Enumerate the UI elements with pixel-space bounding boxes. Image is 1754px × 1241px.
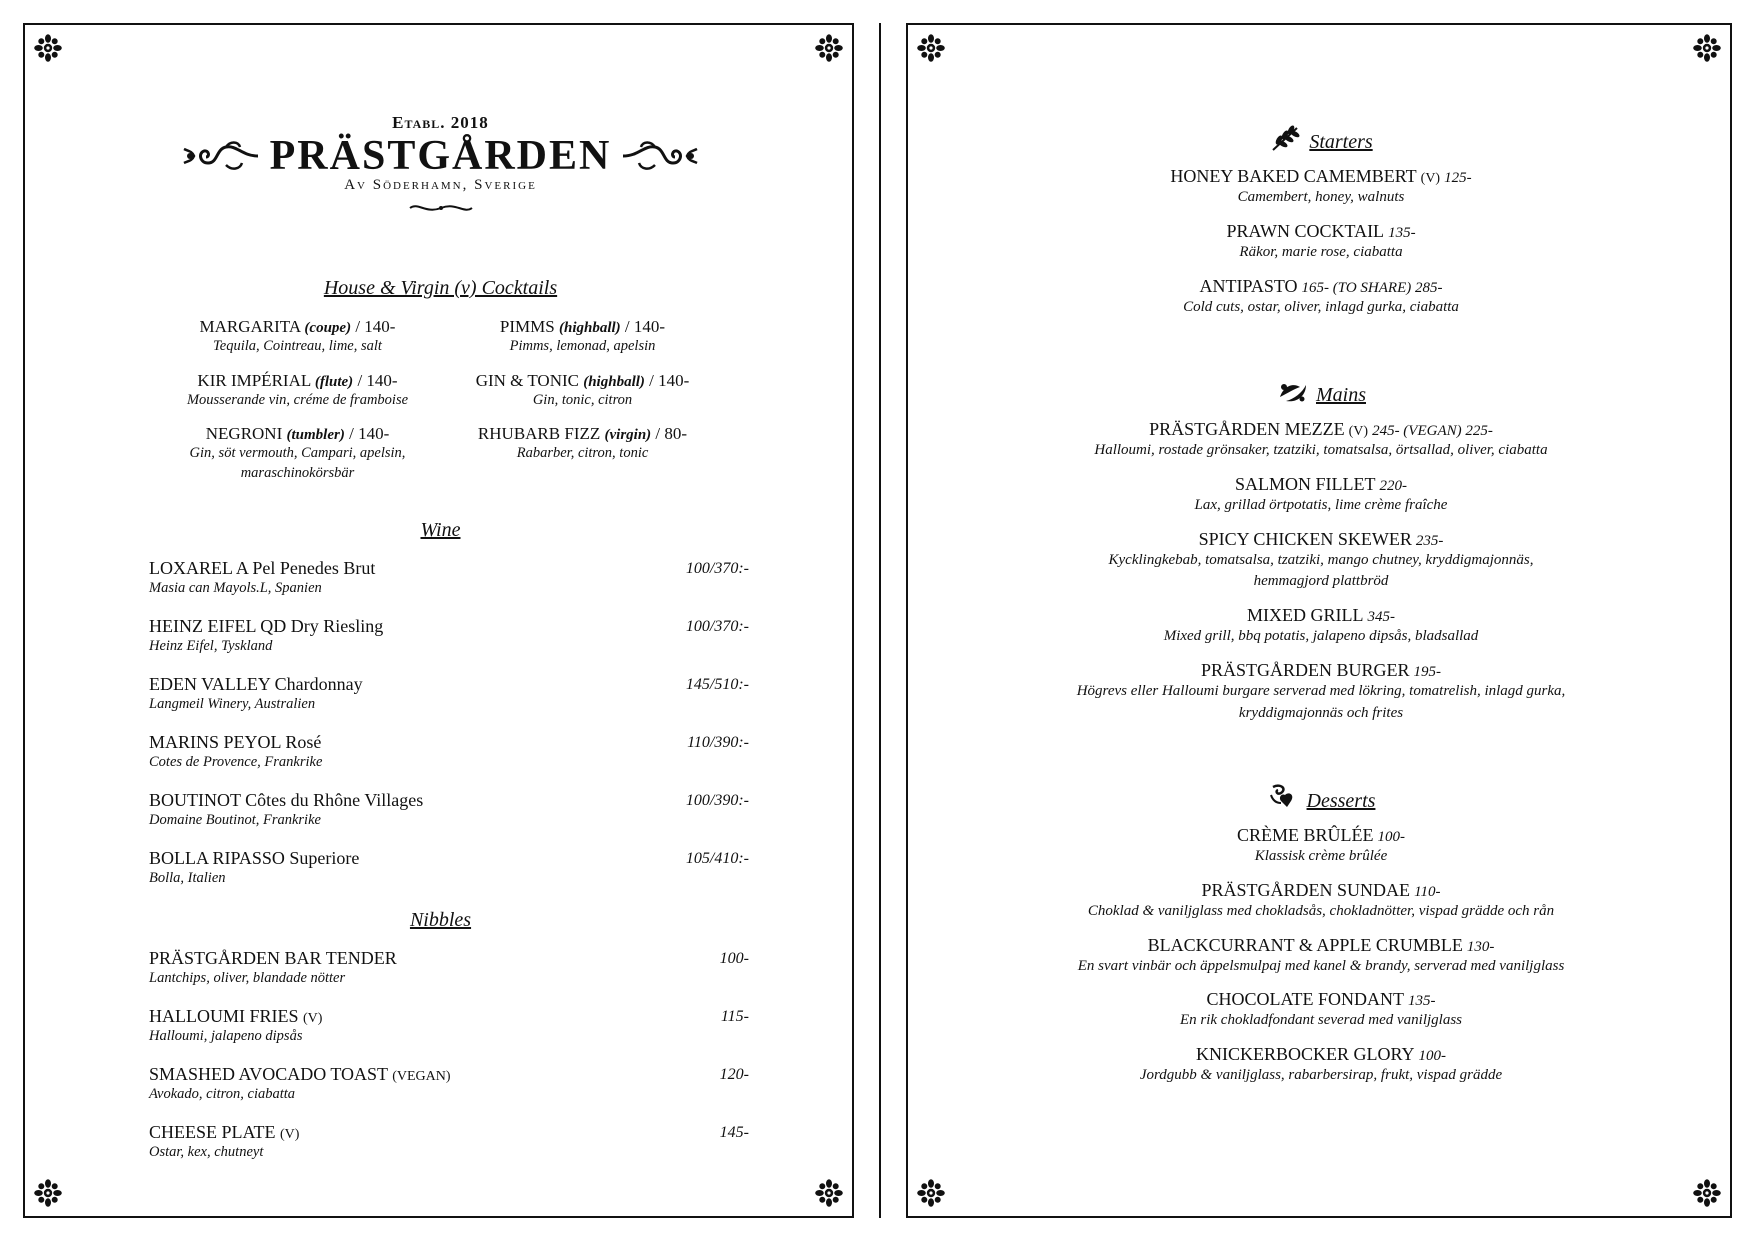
desserts-heading (908, 781, 1734, 813)
wine-item-title (149, 616, 749, 637)
wine-item-name: EDEN VALLEY Chardonnay (149, 674, 363, 694)
cocktail-glass: (highball) (558, 320, 621, 336)
wine-item-price: 110/390:- (687, 734, 749, 751)
wine-item-name: LOXAREL A Pel Penedes Brut (149, 558, 376, 578)
restaurant-location: Av Söderhamn, Sverige (344, 177, 537, 193)
dessert-item-title (908, 880, 1734, 901)
desserts-list (908, 825, 1734, 1087)
starter-item-description: Cold cuts, ostar, oliver, inlagd gurka, ciabatta (1183, 298, 1459, 315)
starter-item-title (908, 221, 1734, 242)
dessert-item-description: En rik chokladfondant severad med vaniljglass (1179, 1012, 1463, 1029)
starter-item-name: PRAWN COCKTAIL (1226, 220, 1385, 241)
dessert-item (908, 1044, 1734, 1087)
dessert-item-title (908, 935, 1734, 956)
nibble-item-title (149, 1122, 749, 1143)
nibble-item-name: HALLOUMI FRIES (149, 1006, 299, 1026)
mains-title: Mains (1316, 384, 1366, 406)
wine-item-description: Masia can Mayols.L, Spanien (149, 580, 322, 596)
established-label: Etabl. 2018 (392, 113, 489, 132)
main-item-title (908, 419, 1734, 440)
nibble-item-name: CHEESE PLATE (149, 1122, 276, 1142)
wine-item (149, 732, 749, 790)
cocktail-description: Gin, tonic, citron (532, 391, 633, 408)
wine-item-description: Cotes de Provence, Frankrike (149, 754, 323, 770)
main-item-title (908, 529, 1734, 550)
food-page (906, 23, 1732, 1218)
scroll-flourish-icon (621, 139, 699, 173)
dessert-item-title (908, 1044, 1734, 1065)
nibble-item (149, 1064, 749, 1122)
wine-item-price: 145/510:- (685, 676, 749, 693)
nibble-item-price: 120- (719, 1066, 749, 1083)
wine-section-title: Wine (420, 519, 461, 541)
cocktail-price: / 140- (624, 317, 666, 336)
dessert-item-name: BLACKCURRANT & APPLE CRUMBLE (1147, 934, 1463, 955)
wine-item-description: Langmeil Winery, Australien (149, 696, 316, 712)
wine-item-name: HEINZ EIFEL QD Dry Riesling (149, 616, 384, 636)
dessert-item-price: 135- (1408, 993, 1436, 1010)
wine-item-description: Domaine Boutinot, Frankrike (149, 812, 321, 828)
cocktail-name: GIN & TONIC (475, 370, 579, 390)
flower-corner-icon (917, 34, 945, 62)
dessert-item-price: 110- (1414, 883, 1441, 900)
cocktail-item (440, 424, 725, 483)
starter-item-price: 125- (1444, 170, 1472, 186)
main-item-description: Halloumi, rostade grönsaker, tzatziki, tomatsalsa, örtsallad, oliver, ciabatta (1094, 442, 1548, 458)
cocktail-description: Gin, söt vermouth, Campari, apelsin, maraschinokörsbär (189, 445, 406, 481)
cocktail-description: Rabarber, citron, tonic (516, 445, 649, 462)
nibble-item-diet-tag: (V) (280, 1127, 300, 1142)
cocktail-price: / 140- (649, 370, 690, 390)
dessert-item-price: 100- (1418, 1048, 1446, 1064)
starter-item-name: HONEY BAKED CAMEMBERT (1170, 166, 1417, 186)
starter-item-description: Camembert, honey, walnuts (1237, 189, 1405, 205)
cocktail-name: KIR IMPÉRIAL (197, 370, 311, 390)
starters-title: Starters (1309, 131, 1373, 153)
cocktail-item (440, 317, 725, 357)
cocktail-name-line (440, 371, 725, 391)
cocktail-glass: (virgin) (604, 427, 652, 444)
main-item-name: MIXED GRILL (1247, 605, 1364, 625)
nibble-item-description: Halloumi, jalapeno dipsås (149, 1028, 303, 1044)
dessert-item-title (908, 825, 1734, 846)
wine-list (149, 558, 749, 906)
cocktail-description: Mousserande vin, créme de framboise (186, 391, 409, 408)
main-item-name: SPICY CHICKEN SKEWER (1198, 528, 1412, 549)
nibble-item-price: 115- (720, 1008, 749, 1025)
nibble-item (149, 948, 749, 1006)
cocktail-item (155, 424, 440, 483)
dessert-item-name: KNICKERBOCKER GLORY (1195, 1044, 1415, 1064)
main-item-name: PRÄSTGÅRDEN BURGER (1200, 659, 1410, 680)
cocktail-glass: (tumbler) (286, 427, 345, 444)
flower-corner-icon (815, 34, 843, 62)
main-item-title (908, 660, 1734, 681)
mains-list (908, 419, 1734, 724)
starter-item (908, 276, 1734, 319)
desserts-section (908, 781, 1734, 1087)
starter-item-title (908, 166, 1734, 187)
wine-item (149, 558, 749, 616)
flower-corner-icon (917, 1179, 945, 1207)
cocktail-description: Pimms, lemonad, apelsin (509, 338, 656, 354)
cocktail-description: Tequila, Cointreau, lime, salt (213, 338, 382, 354)
wine-item (149, 616, 749, 674)
dessert-item-description: En svart vinbär och äppelsmulpaj med kanel & brandy, serverad med vaniljglass (1077, 957, 1565, 974)
wine-item-price: 100/370:- (685, 618, 749, 635)
nibble-item-title (149, 948, 749, 969)
wine-item-title (149, 790, 749, 811)
swash-ornament-icon (406, 200, 476, 216)
nibble-item-price: 100- (719, 950, 749, 967)
main-item (908, 419, 1734, 462)
wine-item-price: 100/390:- (685, 792, 749, 809)
restaurant-header (25, 113, 856, 216)
restaurant-name: PRÄSTGÅRDEN (269, 133, 612, 179)
dessert-item (908, 935, 1734, 978)
wine-item-name: BOUTINOT Côtes du Rhône Villages (149, 790, 424, 810)
wine-item-description: Heinz Eifel, Tyskland (149, 638, 273, 654)
main-item (908, 660, 1734, 725)
cocktail-item (155, 317, 440, 357)
cocktail-glass: (coupe) (304, 320, 352, 336)
main-item-description: Lax, grillad örtpotatis, lime crème fraîche (1194, 496, 1448, 513)
main-item-name: SALMON FILLET (1235, 473, 1376, 494)
nibble-item-title (149, 1064, 749, 1085)
wine-item (149, 674, 749, 732)
nibble-item-title (149, 1006, 749, 1027)
dessert-item-name: PRÄSTGÅRDEN SUNDAE (1201, 879, 1411, 900)
main-item (908, 474, 1734, 517)
leaf-sprig-icon (1269, 122, 1303, 154)
main-item-description: Kycklingkebab, tomatsalsa, tzatziki, mango chutney, kryddigmajonnäs, hemmagjord plattbröd (1108, 551, 1534, 590)
nibble-item-diet-tag: (VEGAN) (392, 1069, 451, 1084)
dessert-item (908, 880, 1734, 923)
cocktail-name-line (440, 424, 725, 444)
main-item (908, 605, 1734, 648)
starter-item-price: 135- (1388, 224, 1416, 241)
scroll-flourish-icon (182, 139, 260, 173)
starters-heading (908, 122, 1734, 154)
nibble-item (149, 1122, 749, 1180)
main-item-description: Högrevs eller Halloumi burgare serverad med lökring, tomatrelish, inlagd gurka, kryddigmajonnäs och frites (1076, 682, 1566, 721)
wine-item-description: Bolla, Italien (149, 870, 226, 886)
main-item-title (908, 474, 1734, 495)
dessert-item (908, 825, 1734, 868)
main-item-price: 195- (1413, 663, 1442, 680)
cocktail-price: / 140- (349, 424, 390, 444)
heart-swirl-icon (1267, 781, 1301, 813)
flower-corner-icon (34, 1179, 62, 1207)
cocktail-price: / 80- (655, 424, 688, 444)
cocktail-name: NEGRONI (205, 424, 283, 444)
nibble-item-diet-tag: (V) (303, 1011, 323, 1026)
main-item-title (908, 605, 1734, 626)
wine-item-title (149, 558, 749, 579)
wine-item-title (149, 848, 749, 869)
cocktail-price: / 140- (357, 370, 398, 390)
starter-item (908, 221, 1734, 264)
cocktail-name-line (155, 371, 440, 391)
starter-item-price: 165- (TO SHARE) 285- (1301, 279, 1443, 296)
nibble-item (149, 1006, 749, 1064)
starter-item-description: Räkor, marie rose, ciabatta (1239, 243, 1403, 260)
starter-item-title (908, 276, 1734, 297)
nibble-item-name: PRÄSTGÅRDEN BAR TENDER (149, 948, 397, 968)
nibbles-section-title: Nibbles (409, 909, 472, 931)
cocktail-name: PIMMS (499, 317, 555, 336)
starters-section (908, 122, 1734, 318)
cocktail-item (155, 371, 440, 411)
wine-item-price: 105/410:- (685, 850, 749, 867)
nibble-item-price: 145- (719, 1124, 749, 1141)
dessert-item-price: 100- (1377, 829, 1405, 845)
nibble-item-description: Ostar, kex, chutneyt (149, 1144, 264, 1160)
cocktail-name: MARGARITA (199, 317, 301, 336)
starters-list (908, 166, 1734, 318)
cocktail-name: RHUBARB FIZZ (477, 424, 601, 444)
wine-item-price: 100/370:- (685, 560, 749, 577)
nibble-item-description: Avokado, citron, ciabatta (149, 1086, 296, 1102)
desserts-title: Desserts (1306, 790, 1376, 812)
nibble-item-name: SMASHED AVOCADO TOAST (149, 1064, 388, 1084)
dessert-item-name: CHOCOLATE FONDANT (1206, 989, 1404, 1010)
wine-item (149, 790, 749, 848)
dessert-item-name: CRÈME BRÛLÉE (1236, 825, 1374, 845)
cocktails-section-title: House & Virgin (v) Cocktails (323, 277, 558, 299)
wine-item-name: BOLLA RIPASSO Superiore (149, 848, 360, 868)
dessert-item-price: 130- (1466, 938, 1495, 955)
nibble-item-description: Lantchips, oliver, blandade nötter (149, 970, 346, 986)
cocktail-glass: (flute) (314, 373, 354, 390)
brand-row (25, 135, 856, 177)
leaf-cluster-icon (1276, 375, 1310, 407)
main-item-price: 245- (VEGAN) 225- (1372, 423, 1493, 439)
flower-corner-icon (815, 1179, 843, 1207)
mains-heading (908, 375, 1734, 407)
dessert-item-title (908, 989, 1734, 1010)
nibbles-list (149, 948, 749, 1180)
main-item (908, 529, 1734, 594)
cocktail-name-line (440, 317, 725, 337)
drinks-page (23, 23, 854, 1218)
flower-corner-icon (1693, 1179, 1721, 1207)
main-item-price: 345- (1367, 609, 1395, 625)
dessert-item-description: Klassisk crème brûlée (1254, 848, 1388, 864)
cocktail-name-line (155, 317, 440, 337)
starter-item-name: ANTIPASTO (1199, 275, 1298, 296)
main-item-price: 235- (1415, 532, 1444, 549)
cocktail-item (440, 371, 725, 411)
main-item-description: Mixed grill, bbq potatis, jalapeno dipsås, bladsallad (1163, 628, 1479, 644)
main-item-name: PRÄSTGÅRDEN MEZZE (1149, 419, 1345, 439)
wine-item-title (149, 732, 749, 753)
wine-item-name: MARINS PEYOL Rosé (149, 732, 322, 752)
flower-corner-icon (1693, 34, 1721, 62)
main-item-price: 220- (1379, 477, 1407, 494)
flower-corner-icon (34, 34, 62, 62)
starter-item (908, 166, 1734, 209)
dessert-item (908, 989, 1734, 1032)
cocktail-name-line (155, 424, 440, 444)
cocktail-glass: (highball) (583, 373, 645, 390)
dessert-item-description: Choklad & vaniljglass med chokladsås, chokladnötter, vispad grädde och rån (1087, 902, 1555, 919)
wine-item (149, 848, 749, 906)
wine-item-title (149, 674, 749, 695)
cocktail-list (155, 317, 725, 483)
page-divider (879, 23, 881, 1218)
mains-section (908, 375, 1734, 724)
dessert-item-description: Jordgubb & vaniljglass, rabarbersirap, frukt, vispad grädde (1139, 1067, 1503, 1083)
starter-item-diet-tag: (V) (1420, 171, 1441, 186)
cocktail-price: / 140- (355, 317, 396, 336)
main-item-diet-tag: (V) (1348, 424, 1369, 439)
